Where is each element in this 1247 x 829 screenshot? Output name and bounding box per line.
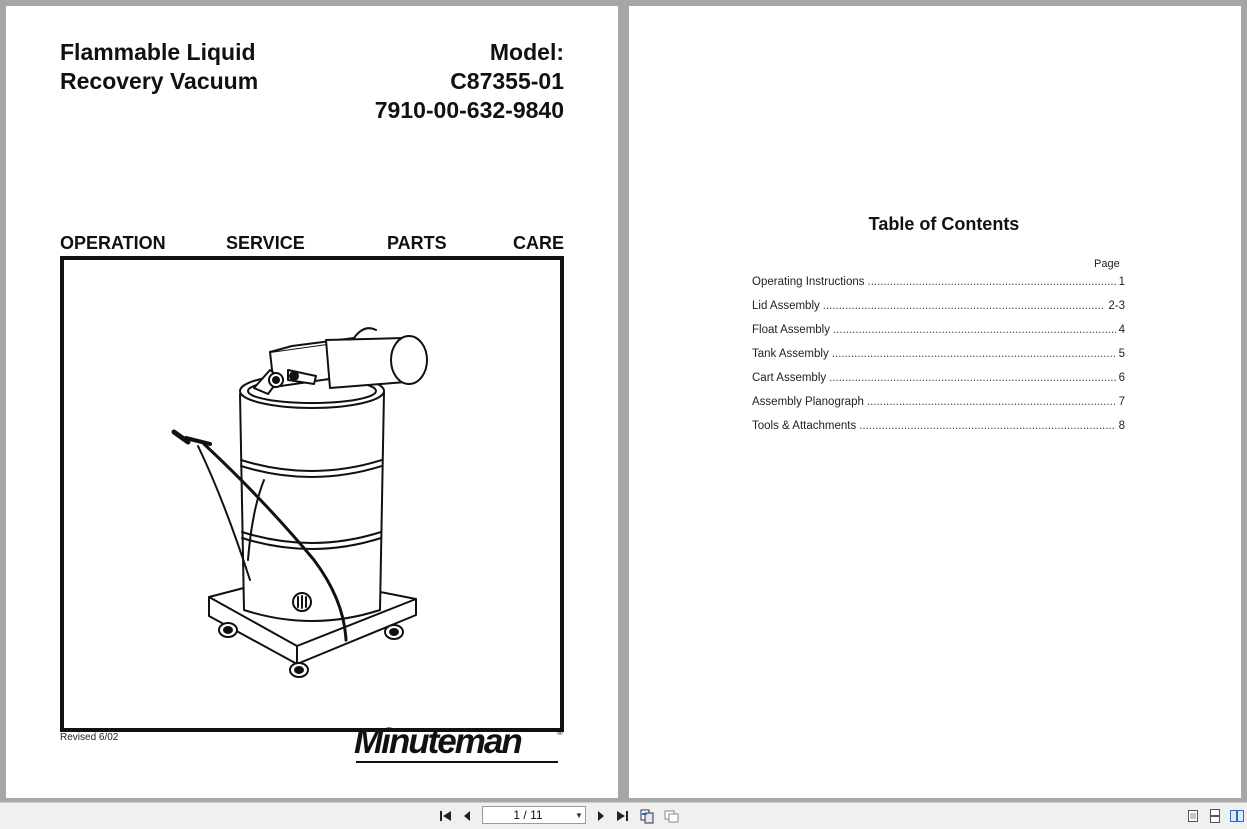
viewer-toolbar (0, 802, 1247, 829)
single-page-icon (1187, 809, 1199, 823)
fit-page-button[interactable] (662, 807, 680, 825)
vacuum-illustration (64, 260, 560, 728)
first-page-icon (439, 810, 453, 822)
toc-leader (832, 348, 1116, 360)
section-service: SERVICE (226, 233, 305, 253)
page-indicator: 1 / 11 (513, 808, 543, 822)
toc-entry[interactable] (752, 396, 1125, 420)
last-page-button[interactable] (614, 807, 630, 825)
toc-entry-label: Float Assembly (752, 324, 830, 336)
toc-entry-label: Assembly Planograph (752, 396, 864, 408)
dropdown-arrow-icon: ▼ (575, 810, 583, 820)
next-page-button[interactable] (594, 807, 608, 825)
toc-leader (867, 396, 1116, 408)
product-title (60, 38, 258, 96)
toc-leader (833, 324, 1116, 336)
two-page-view-button[interactable] (1229, 807, 1245, 825)
toc-list (752, 276, 1125, 444)
toc-entry[interactable] (752, 420, 1125, 444)
toc-page-header: Page (1094, 258, 1120, 270)
toc-entry[interactable] (752, 348, 1125, 372)
left-page (6, 6, 618, 798)
registered-mark: ® (557, 728, 563, 737)
toc-leader (868, 276, 1116, 288)
toc-entry-page: 4 (1118, 324, 1125, 336)
toc-entry-page: 5 (1118, 348, 1125, 360)
toc-entry-label: Cart Assembly (752, 372, 827, 384)
prev-page-button[interactable] (460, 807, 474, 825)
model-label: Model: (489, 39, 564, 65)
toc-entry-label: Lid Assembly (752, 300, 820, 312)
continuous-view-button[interactable] (1208, 807, 1222, 825)
toc-entry[interactable] (752, 276, 1125, 300)
toc-entry-label: Tank Assembly (752, 348, 829, 360)
first-page-button[interactable] (438, 807, 454, 825)
title-line-1: Flammable Liquid (60, 39, 256, 65)
toc-entry-label: Tools & Attachments (752, 420, 857, 432)
logo-underline (356, 761, 558, 763)
continuous-page-icon (1209, 809, 1221, 823)
model-block (375, 38, 564, 125)
fit-page-icon (663, 808, 679, 824)
toc-entry-page: 8 (1118, 420, 1125, 432)
toc-entry[interactable] (752, 300, 1125, 324)
page-layout-icon (639, 808, 655, 824)
model-number: C87355-01 (450, 68, 564, 94)
product-illustration-frame (60, 256, 564, 732)
toc-entry-page: 1 (1118, 276, 1125, 288)
toc-leader (859, 420, 1115, 432)
toc-leader (829, 372, 1115, 384)
toc-entry-page: 2-3 (1108, 300, 1125, 312)
last-page-icon (615, 810, 629, 822)
toc-entry-page: 6 (1118, 372, 1125, 384)
toc-title: Table of Contents (868, 214, 1020, 234)
revision-note: Revised 6/02 (60, 732, 119, 743)
section-operation: OPERATION (60, 233, 166, 253)
nsn-number: 7910-00-632-9840 (374, 97, 564, 123)
rotate-view-button[interactable] (638, 807, 656, 825)
single-page-view-button[interactable] (1186, 807, 1200, 825)
right-page (629, 6, 1241, 798)
section-care: CARE (512, 233, 564, 253)
toc-entry[interactable] (752, 324, 1125, 348)
toc-entry-label: Operating Instructions (752, 276, 865, 288)
page-selector[interactable] (482, 806, 586, 824)
toc-entry[interactable] (752, 372, 1125, 396)
minuteman-logo: Minuteman (354, 722, 521, 761)
section-parts: PARTS (387, 233, 447, 253)
toc-leader (823, 300, 1106, 312)
title-line-2: Recovery Vacuum (60, 68, 259, 94)
prev-page-icon (462, 810, 472, 822)
toc-entry-page: 7 (1118, 396, 1125, 408)
next-page-icon (596, 810, 606, 822)
section-headings (60, 233, 564, 255)
two-page-icon (1230, 809, 1244, 823)
